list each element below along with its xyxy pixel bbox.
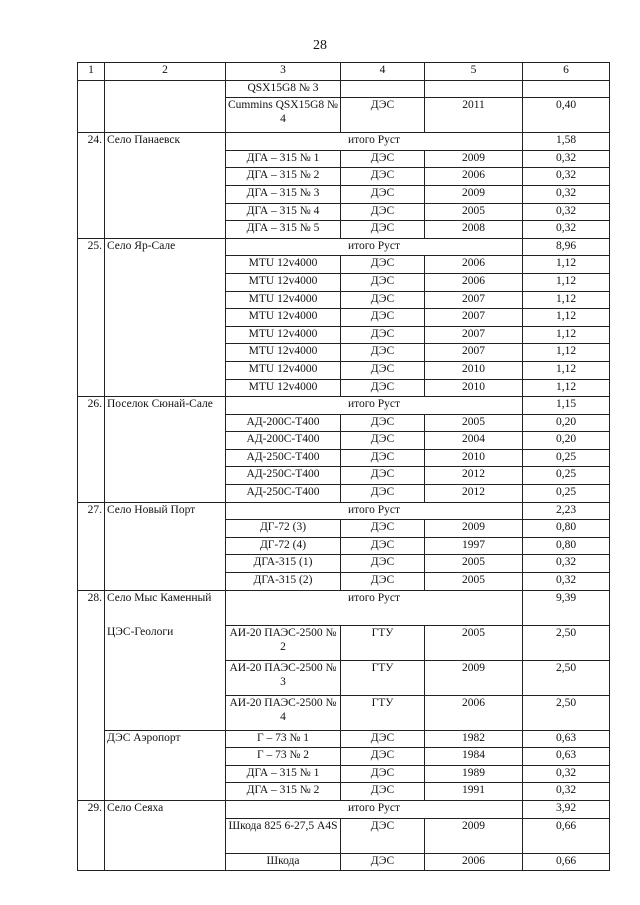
plant-type: ДЭС — [341, 853, 425, 871]
plant-type: ДЭС — [341, 273, 425, 291]
location-cell — [105, 256, 226, 274]
total-label: итого Руст — [226, 133, 523, 151]
plant-type — [341, 80, 425, 98]
year-commissioned: 2005 — [425, 625, 523, 660]
year-commissioned: 2006 — [425, 256, 523, 274]
plant-type: ДЭС — [341, 467, 425, 485]
plant-type: ДЭС — [341, 361, 425, 379]
year-commissioned: 2007 — [425, 344, 523, 362]
plant-type: ДЭС — [341, 537, 425, 555]
column-number-row — [78, 63, 610, 81]
equipment-model: Шкода 825 6-27,5 A4S — [226, 818, 341, 853]
table-row — [78, 221, 610, 239]
column-header: 3 — [226, 63, 341, 81]
equipment-model: ДГА – 315 № 2 — [226, 783, 341, 801]
table-row — [78, 765, 610, 783]
year-commissioned: 2009 — [425, 150, 523, 168]
plant-type: ДЭС — [341, 573, 425, 591]
number-cell — [78, 185, 105, 203]
plant-type: ДЭС — [341, 765, 425, 783]
total-power: 8,96 — [523, 238, 610, 256]
installed-power: 0,32 — [523, 765, 610, 783]
plant-type: ДЭС — [341, 150, 425, 168]
location-cell — [105, 361, 226, 379]
year-commissioned: 1989 — [425, 765, 523, 783]
table-row — [78, 344, 610, 362]
installed-power: 0,20 — [523, 432, 610, 450]
installed-power: 0,32 — [523, 150, 610, 168]
year-commissioned: 2010 — [425, 379, 523, 397]
number-cell — [78, 379, 105, 397]
number-cell — [78, 80, 105, 98]
table-row — [78, 660, 610, 695]
total-label: итого Руст — [226, 801, 523, 819]
column-header: 2 — [105, 63, 226, 81]
column-header: 6 — [523, 63, 610, 81]
table-row — [78, 818, 610, 853]
installed-power — [523, 80, 610, 98]
year-commissioned — [425, 80, 523, 98]
equipment-model: АД-250С-Т400 — [226, 467, 341, 485]
settlement-number: 24. — [78, 133, 105, 151]
equipment-model: MTU 12v4000 — [226, 291, 341, 309]
location-cell — [105, 748, 226, 766]
equipment-model: ДГА – 315 № 5 — [226, 221, 341, 239]
equipment-model: ДГА – 315 № 1 — [226, 150, 341, 168]
table-row — [78, 203, 610, 221]
year-commissioned: 2007 — [425, 309, 523, 327]
location-cell — [105, 449, 226, 467]
year-commissioned: 1991 — [425, 783, 523, 801]
installed-power: 0,32 — [523, 783, 610, 801]
sub-station-name: ДЭС Аэропорт — [105, 730, 226, 748]
total-label: итого Руст — [226, 502, 523, 520]
settlement-total-row — [78, 133, 610, 151]
year-commissioned: 2005 — [425, 414, 523, 432]
equipment-model: АД-200С-Т400 — [226, 414, 341, 432]
settlement-number: 29. — [78, 801, 105, 819]
column-header: 5 — [425, 63, 523, 81]
location-cell — [105, 765, 226, 783]
equipment-model: ДГА – 315 № 4 — [226, 203, 341, 221]
location-cell — [105, 520, 226, 538]
settlement-total-row — [78, 238, 610, 256]
plant-type: ДЭС — [341, 818, 425, 853]
year-commissioned: 2012 — [425, 467, 523, 485]
location-cell — [105, 80, 226, 98]
equipment-model: MTU 12v4000 — [226, 256, 341, 274]
table-row — [78, 485, 610, 503]
number-cell — [78, 432, 105, 450]
installed-power: 0,25 — [523, 485, 610, 503]
location-cell — [105, 660, 226, 695]
settlement-number: 27. — [78, 502, 105, 520]
table-row — [78, 168, 610, 186]
page-number: 28 — [313, 38, 327, 53]
location-cell — [105, 309, 226, 327]
year-commissioned: 2005 — [425, 203, 523, 221]
table-row — [78, 326, 610, 344]
table-row — [78, 291, 610, 309]
number-cell — [78, 730, 105, 748]
year-commissioned: 2008 — [425, 221, 523, 239]
equipment-model: MTU 12v4000 — [226, 361, 341, 379]
table-row — [78, 625, 610, 660]
equipment-model: ДГА – 315 № 3 — [226, 185, 341, 203]
number-cell — [78, 485, 105, 503]
equipment-model: MTU 12v4000 — [226, 379, 341, 397]
table-row — [78, 449, 610, 467]
location-cell — [105, 467, 226, 485]
equipment-model: АД-250С-Т400 — [226, 485, 341, 503]
location-cell — [105, 221, 226, 239]
installed-power: 1,12 — [523, 361, 610, 379]
sub-station-name: ЦЭС-Геологи — [105, 625, 226, 660]
installed-power: 2,50 — [523, 695, 610, 730]
equipment-table — [77, 62, 610, 871]
year-commissioned: 2006 — [425, 168, 523, 186]
installed-power: 1,12 — [523, 273, 610, 291]
table-row — [78, 414, 610, 432]
installed-power: 0,32 — [523, 221, 610, 239]
plant-type: ДЭС — [341, 748, 425, 766]
table-row — [78, 273, 610, 291]
plant-type: ГТУ — [341, 660, 425, 695]
settlement-number: 25. — [78, 238, 105, 256]
number-cell — [78, 818, 105, 853]
location-cell — [105, 414, 226, 432]
plant-type: ДЭС — [341, 555, 425, 573]
settlement-name: Поселок Сюнай-Сале — [105, 397, 226, 415]
location-cell — [105, 695, 226, 730]
equipment-model: ДГ-72 (3) — [226, 520, 341, 538]
location-cell — [105, 168, 226, 186]
plant-type: ДЭС — [341, 291, 425, 309]
table-row — [78, 748, 610, 766]
installed-power: 0,80 — [523, 537, 610, 555]
table-row — [78, 695, 610, 730]
table-body — [78, 80, 610, 871]
year-commissioned: 2009 — [425, 520, 523, 538]
plant-type: ДЭС — [341, 168, 425, 186]
equipment-model: ДГ-72 (4) — [226, 537, 341, 555]
table-row — [78, 520, 610, 538]
number-cell — [78, 537, 105, 555]
plant-type: ДЭС — [341, 185, 425, 203]
number-cell — [78, 748, 105, 766]
plant-type: ГТУ — [341, 695, 425, 730]
table-row — [78, 730, 610, 748]
installed-power: 1,12 — [523, 326, 610, 344]
installed-power: 0,63 — [523, 748, 610, 766]
location-cell — [105, 783, 226, 801]
table-row — [78, 783, 610, 801]
number-cell — [78, 150, 105, 168]
equipment-model: MTU 12v4000 — [226, 344, 341, 362]
installed-power: 0,32 — [523, 168, 610, 186]
total-label: итого Руст — [226, 397, 523, 415]
table-row — [78, 185, 610, 203]
location-cell — [105, 818, 226, 853]
installed-power: 1,12 — [523, 309, 610, 327]
equipment-model: Шкода — [226, 853, 341, 871]
year-commissioned: 2006 — [425, 853, 523, 871]
year-commissioned: 2005 — [425, 555, 523, 573]
plant-type: ДЭС — [341, 221, 425, 239]
year-commissioned: 1997 — [425, 537, 523, 555]
year-commissioned: 2006 — [425, 695, 523, 730]
installed-power: 0,66 — [523, 853, 610, 871]
location-cell — [105, 150, 226, 168]
installed-power: 1,12 — [523, 291, 610, 309]
year-commissioned: 2011 — [425, 98, 523, 133]
plant-type: ДЭС — [341, 326, 425, 344]
equipment-model: ДГА-315 (1) — [226, 555, 341, 573]
location-cell — [105, 537, 226, 555]
table-row — [78, 573, 610, 591]
year-commissioned: 1984 — [425, 748, 523, 766]
installed-power: 1,12 — [523, 256, 610, 274]
year-commissioned: 2009 — [425, 818, 523, 853]
settlement-total-row — [78, 502, 610, 520]
plant-type: ДЭС — [341, 256, 425, 274]
plant-type: ДЭС — [341, 379, 425, 397]
total-power: 3,92 — [523, 801, 610, 819]
location-cell — [105, 379, 226, 397]
settlement-number: 26. — [78, 397, 105, 415]
installed-power: 0,25 — [523, 449, 610, 467]
location-cell — [105, 344, 226, 362]
number-cell — [78, 414, 105, 432]
settlement-name: Село Панаевск — [105, 133, 226, 151]
year-commissioned: 2010 — [425, 361, 523, 379]
equipment-model: ДГА – 315 № 2 — [226, 168, 341, 186]
plant-type: ДЭС — [341, 449, 425, 467]
number-cell — [78, 361, 105, 379]
plant-type: ДЭС — [341, 98, 425, 133]
location-cell — [105, 291, 226, 309]
equipment-model: АД-200С-Т400 — [226, 432, 341, 450]
table-row — [78, 379, 610, 397]
table-row — [78, 853, 610, 871]
location-cell — [105, 326, 226, 344]
settlement-name: Село Мыс Каменный — [105, 590, 226, 625]
table-row — [78, 256, 610, 274]
column-header: 1 — [78, 63, 105, 81]
location-cell — [105, 203, 226, 221]
table-row — [78, 537, 610, 555]
location-cell — [105, 485, 226, 503]
number-cell — [78, 309, 105, 327]
equipment-model: АИ-20 ПАЭС-2500 № 2 — [226, 625, 341, 660]
installed-power: 2,50 — [523, 660, 610, 695]
equipment-model: MTU 12v4000 — [226, 309, 341, 327]
settlement-number: 28. — [78, 590, 105, 625]
plant-type: ДЭС — [341, 520, 425, 538]
table-row — [78, 432, 610, 450]
number-cell — [78, 695, 105, 730]
year-commissioned: 2005 — [425, 573, 523, 591]
year-commissioned: 2007 — [425, 291, 523, 309]
settlement-name: Село Сеяха — [105, 801, 226, 819]
table-row — [78, 555, 610, 573]
installed-power: 0,40 — [523, 98, 610, 133]
number-cell — [78, 765, 105, 783]
year-commissioned: 2012 — [425, 485, 523, 503]
plant-type: ДЭС — [341, 414, 425, 432]
installed-power: 0,80 — [523, 520, 610, 538]
installed-power: 2,50 — [523, 625, 610, 660]
installed-power: 0,32 — [523, 185, 610, 203]
location-cell — [105, 432, 226, 450]
installed-power: 1,12 — [523, 344, 610, 362]
number-cell — [78, 660, 105, 695]
number-cell — [78, 783, 105, 801]
year-commissioned: 2010 — [425, 449, 523, 467]
equipment-model: QSX15G8 № 3 — [226, 80, 341, 98]
number-cell — [78, 168, 105, 186]
location-cell — [105, 98, 226, 133]
total-power: 9,39 — [523, 590, 610, 625]
year-commissioned: 1982 — [425, 730, 523, 748]
installed-power: 0,63 — [523, 730, 610, 748]
table-row — [78, 98, 610, 133]
table-row — [78, 361, 610, 379]
number-cell — [78, 520, 105, 538]
total-power: 2,23 — [523, 502, 610, 520]
table-row — [78, 150, 610, 168]
equipment-model: АИ-20 ПАЭС-2500 № 4 — [226, 695, 341, 730]
number-cell — [78, 467, 105, 485]
number-cell — [78, 625, 105, 660]
plant-type: ДЭС — [341, 344, 425, 362]
table-row — [78, 80, 610, 98]
plant-type: ДЭС — [341, 783, 425, 801]
settlement-name: Село Яр-Сале — [105, 238, 226, 256]
location-cell — [105, 853, 226, 871]
number-cell — [78, 326, 105, 344]
installed-power: 0,32 — [523, 555, 610, 573]
installed-power: 0,32 — [523, 203, 610, 221]
total-label: итого Руст — [226, 590, 523, 625]
location-cell — [105, 185, 226, 203]
installed-power: 0,66 — [523, 818, 610, 853]
total-power: 1,58 — [523, 133, 610, 151]
equipment-model: Cummins QSX15G8 № 4 — [226, 98, 341, 133]
number-cell — [78, 221, 105, 239]
equipment-model: MTU 12v4000 — [226, 326, 341, 344]
number-cell — [78, 291, 105, 309]
plant-type: ДЭС — [341, 203, 425, 221]
table-row — [78, 309, 610, 327]
installed-power: 0,25 — [523, 467, 610, 485]
total-power: 1,15 — [523, 397, 610, 415]
number-cell — [78, 256, 105, 274]
equipment-model: Г – 73 № 2 — [226, 748, 341, 766]
installed-power: 0,20 — [523, 414, 610, 432]
number-cell — [78, 449, 105, 467]
column-header: 4 — [341, 63, 425, 81]
number-cell — [78, 344, 105, 362]
number-cell — [78, 853, 105, 871]
number-cell — [78, 573, 105, 591]
equipment-model: ДГА-315 (2) — [226, 573, 341, 591]
installed-power: 1,12 — [523, 379, 610, 397]
number-cell — [78, 98, 105, 133]
number-cell — [78, 555, 105, 573]
year-commissioned: 2009 — [425, 185, 523, 203]
settlement-total-row — [78, 590, 610, 625]
number-cell — [78, 203, 105, 221]
total-label: итого Руст — [226, 238, 523, 256]
equipment-model: Г – 73 № 1 — [226, 730, 341, 748]
installed-power: 0,32 — [523, 573, 610, 591]
year-commissioned: 2007 — [425, 326, 523, 344]
settlement-total-row — [78, 801, 610, 819]
year-commissioned: 2006 — [425, 273, 523, 291]
equipment-model: MTU 12v4000 — [226, 273, 341, 291]
plant-type: ДЭС — [341, 730, 425, 748]
location-cell — [105, 573, 226, 591]
year-commissioned: 2004 — [425, 432, 523, 450]
plant-type: ДЭС — [341, 309, 425, 327]
table-row — [78, 467, 610, 485]
location-cell — [105, 555, 226, 573]
year-commissioned: 2009 — [425, 660, 523, 695]
equipment-model: ДГА – 315 № 1 — [226, 765, 341, 783]
number-cell — [78, 273, 105, 291]
equipment-model: АИ-20 ПАЭС-2500 № 3 — [226, 660, 341, 695]
plant-type: ГТУ — [341, 625, 425, 660]
plant-type: ДЭС — [341, 485, 425, 503]
settlement-name: Село Новый Порт — [105, 502, 226, 520]
plant-type: ДЭС — [341, 432, 425, 450]
equipment-model: АД-250С-Т400 — [226, 449, 341, 467]
location-cell — [105, 273, 226, 291]
settlement-total-row — [78, 397, 610, 415]
